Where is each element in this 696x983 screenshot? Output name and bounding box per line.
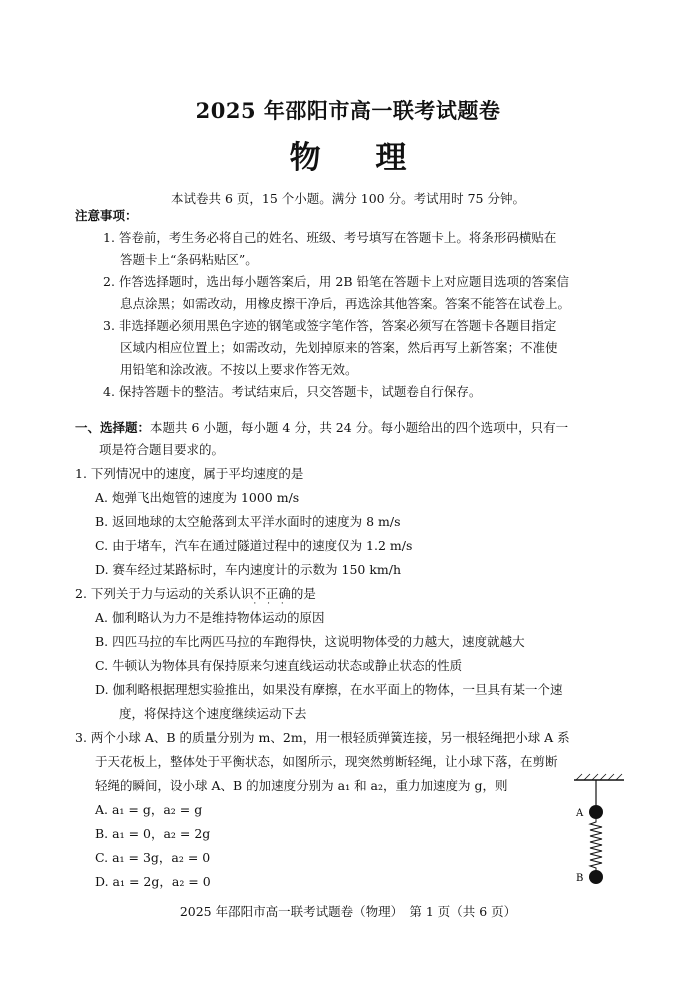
section-desc: 项是符合题目要求的。 [99, 442, 225, 457]
question-3-option-b: B. a₁ = 0，a₂ = 2g [95, 826, 211, 841]
question-3-stem: 于天花板上，整体处于平衡状态，如图所示，现突然剪断轻绳，让小球下落，在剪断 [95, 754, 558, 769]
subject-title: 物 理 [289, 140, 429, 176]
spring [590, 819, 602, 871]
question-2-option-c: C. 牛顿认为物体具有保持原来匀速直线运动状态或静止状态的性质 [95, 658, 463, 673]
ball-a-label: A [576, 808, 584, 819]
ball-b [589, 870, 603, 884]
question-2-stem-post: 的是 [290, 586, 316, 601]
question-1-option-d: D. 赛车经过某路标时，车内速度计的示数为 150 km/h [95, 562, 402, 577]
question-1-option-b: B. 返回地球的太空舱落到太平洋水面时的速度为 8 m/s [95, 514, 401, 529]
ball-b-label: B [576, 873, 584, 884]
question-2-option-d: D. 伽利略根据理想实验推出，如果没有摩擦，在水平面上的物体，一旦具有某一个速 [95, 682, 563, 697]
notice-line: 1. 答卷前，考生务必将自己的姓名、班级、考号填写在答题卡上。将条形码横贴在 [103, 230, 557, 245]
question-2-stem [75, 586, 316, 609]
notice-line: 息点涂黑；如需改动，用橡皮擦干净后，再选涂其他答案。答案不能答在试卷上。 [120, 296, 571, 311]
emphasis-word: 不正确 [253, 586, 291, 601]
question-1-stem: 1. 下列情况中的速度，属于平均速度的是 [75, 466, 304, 481]
notice-line: 区域内相应位置上；如需改动，先划掉原来的答案，然后再写上新答案；不准使 [120, 340, 558, 355]
emphasis-dots: · · · [253, 599, 288, 609]
ball-a [589, 805, 603, 819]
question-2-option-d-cont: 度，将保持这个速度继续运动下去 [119, 706, 307, 721]
notice-line: 用铅笔和涂改液。不按以上要求作答无效。 [120, 362, 358, 377]
notice-line: 2. 作答选择题时，选出每小题答案后，用 2B 铅笔在答题卡上对应题目选项的答案信 [103, 274, 569, 289]
notice-line: 答题卡上“条码粘贴区”。 [120, 252, 258, 267]
section-desc: 本题共 6 小题，每小题 4 分，共 24 分。每小题给出的四个选项中，只有一 [150, 420, 569, 435]
section-heading-line [75, 420, 568, 436]
notice-line: 3. 非选择题必须用黑色字迹的钢笔或签字笔作答，答案必须写在答题卡各题目指定 [103, 318, 557, 333]
exam-info: 本试卷共 6 页，15 个小题。满分 100 分。考试用时 75 分钟。 [171, 191, 525, 206]
emphasis-text [253, 586, 291, 609]
notice-line: 4. 保持答题卡的整洁。考试结束后，只交答题卡，试题卷自行保存。 [103, 384, 482, 399]
question-3-option-d: D. a₁ = 2g，a₂ = 0 [95, 874, 211, 889]
question-1-option-a: A. 炮弹飞出炮管的速度为 1000 m/s [95, 490, 300, 505]
question-2-option-b: B. 四匹马拉的车比两匹马拉的车跑得快，这说明物体受的力越大，速度就越大 [95, 634, 525, 649]
question-3-option-c: C. a₁ = 3g，a₂ = 0 [95, 850, 211, 865]
page-footer: 2025 年邵阳市高一联考试题卷（物理） 第 1 页（共 6 页） [179, 904, 517, 919]
question-2-stem-pre: 2. 下列关于力与运动的关系认识 [75, 586, 254, 601]
question-2-option-a: A. 伽利略认为力不是维持物体运动的原因 [95, 610, 325, 625]
notice-heading: 注意事项： [75, 208, 138, 223]
section-heading: 一、选择题： [75, 420, 151, 435]
spring-ball-figure [572, 772, 628, 890]
question-3-option-a: A. a₁ = g，a₂ = g [95, 802, 203, 817]
ceiling [574, 774, 624, 780]
exam-title: 2025 年邵阳市高一联考试题卷 [195, 98, 501, 123]
question-1-option-c: C. 由于堵车，汽车在通过隧道过程中的速度仅为 1.2 m/s [95, 538, 413, 553]
question-3-stem: 3. 两个小球 A、B 的质量分别为 m、2m，用一根轻质弹簧连接，另一根轻绳把小球 A 系 [75, 730, 570, 745]
question-3-stem: 轻绳的瞬间，设小球 A、B 的加速度分别为 a₁ 和 a₂，重力加速度为 g，则 [95, 778, 508, 793]
